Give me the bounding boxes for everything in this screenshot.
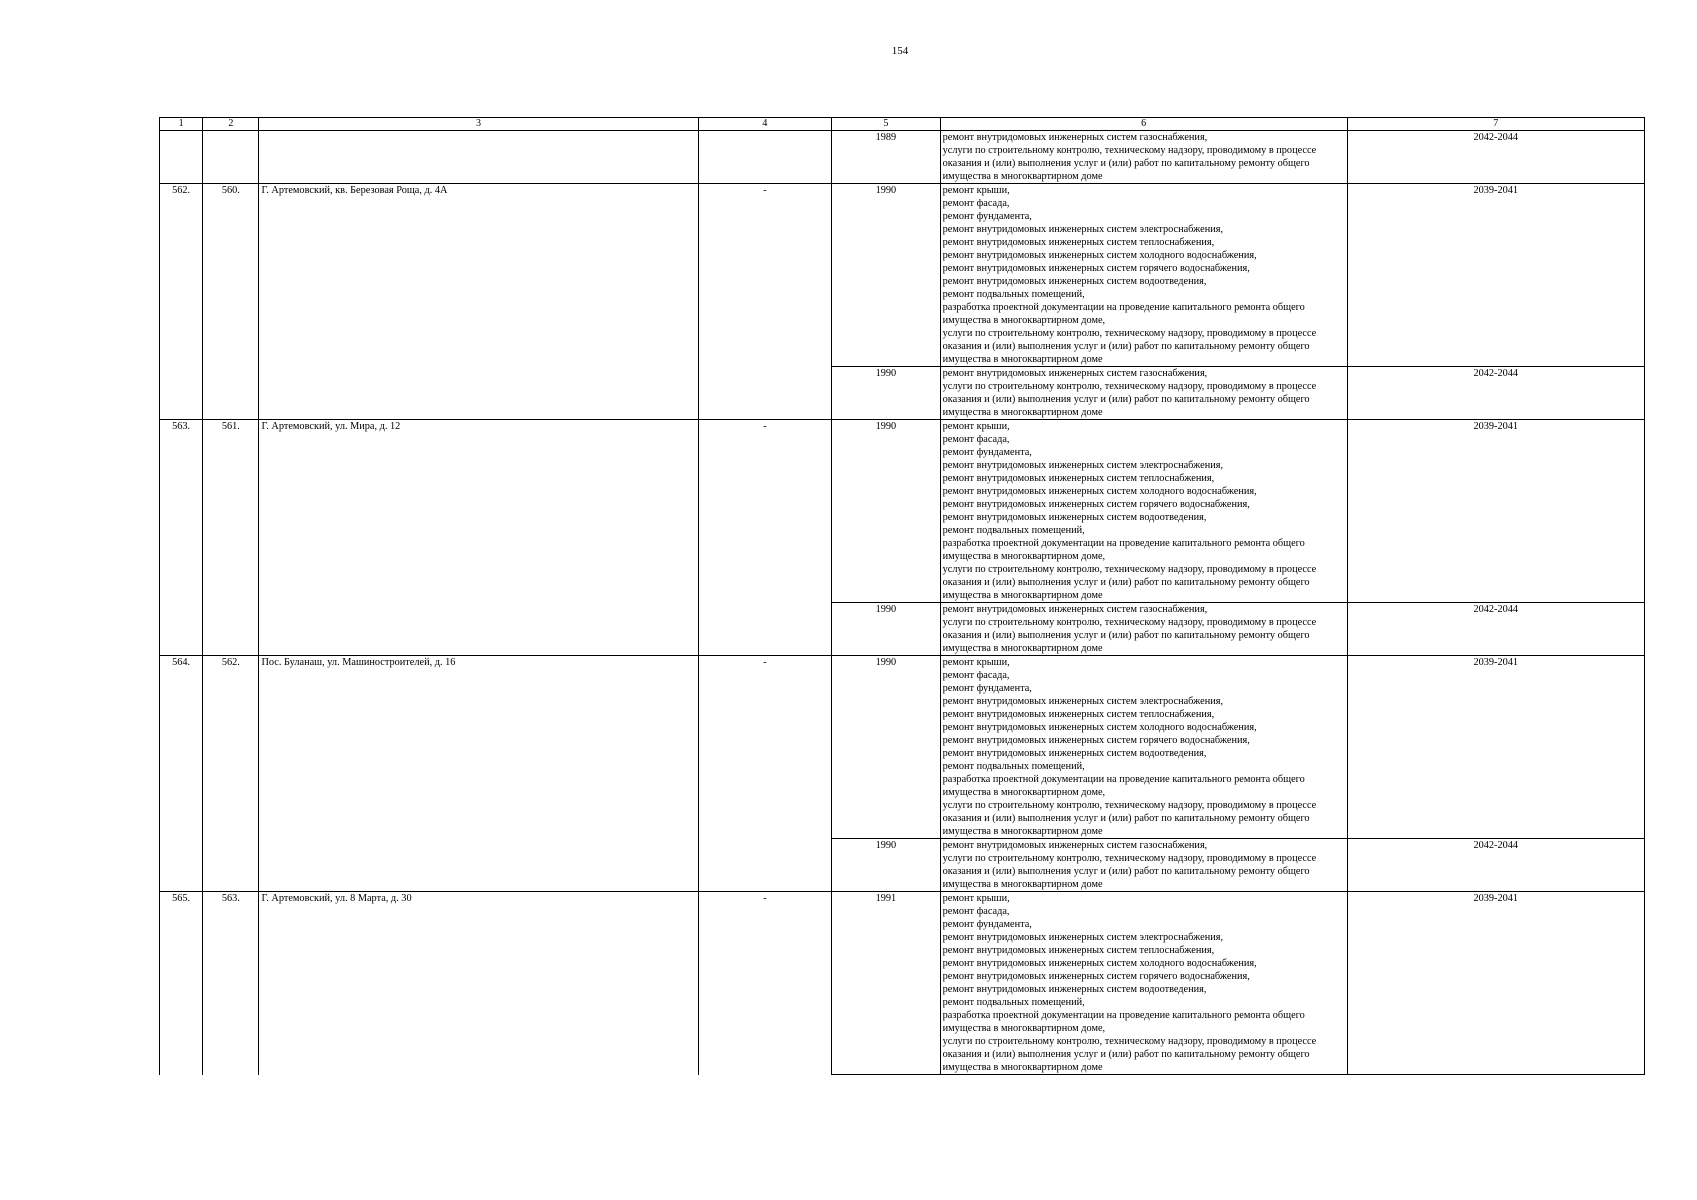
year-cell: 1990: [832, 656, 941, 839]
year-cell: 1990: [832, 420, 941, 603]
header-col-4: 4: [698, 118, 832, 131]
address-cell: [259, 367, 698, 420]
address-cell: [259, 131, 698, 184]
object-number: [203, 603, 259, 656]
period-cell: 2042-2044: [1347, 367, 1644, 420]
col4-cell: -: [698, 892, 832, 1075]
works-cell: ремонт крыши, ремонт фасада, ремонт фундамента, ремонт внутридомовых инженерных систем электроснабжения, ремонт внутридомовых инженерных систем теплоснабжения, ремонт внутридомовых инженерных систем холодного водоснабжения, ремонт внутридомовых инженерных систем горячего водоснабжения, ремонт внутридомовых инженерных систем водоотведения, ремонт подвальных помещений, разработка проектной документации на проведение капитального ремонта общего имущества в многоквартирном доме, услуги по строительному контролю, техническому надзору, проводимому в процессе оказания и (или) выполнения услуг и (или) работ по капитальному ремонту общего имущества в многоквартирном доме: [940, 420, 1347, 603]
object-number: [203, 367, 259, 420]
row-number: 564.: [160, 656, 203, 839]
period-cell: 2042-2044: [1347, 839, 1644, 892]
row-number: 565.: [160, 892, 203, 1075]
row-number: [160, 839, 203, 892]
works-cell: ремонт внутридомовых инженерных систем газоснабжения, услуги по строительному контролю, техническому надзору, проводимому в процессе оказания и (или) выполнения услуг и (или) работ по капитальному ремонту общего имущества в многоквартирном доме: [940, 131, 1347, 184]
object-number: [203, 131, 259, 184]
works-cell: ремонт крыши, ремонт фасада, ремонт фундамента, ремонт внутридомовых инженерных систем электроснабжения, ремонт внутридомовых инженерных систем теплоснабжения, ремонт внутридомовых инженерных систем холодного водоснабжения, ремонт внутридомовых инженерных систем горячего водоснабжения, ремонт внутридомовых инженерных систем водоотведения, ремонт подвальных помещений, разработка проектной документации на проведение капитального ремонта общего имущества в многоквартирном доме, услуги по строительному контролю, техническому надзору, проводимому в процессе оказания и (или) выполнения услуг и (или) работ по капитальному ремонту общего имущества в многоквартирном доме: [940, 184, 1347, 367]
period-cell: 2039-2041: [1347, 892, 1644, 1075]
works-cell: ремонт внутридомовых инженерных систем газоснабжения, услуги по строительному контролю, техническому надзору, проводимому в процессе оказания и (или) выполнения услуг и (или) работ по капитальному ремонту общего имущества в многоквартирном доме: [940, 367, 1347, 420]
address-cell: Г. Артемовский, кв. Березовая Роща, д. 4А: [259, 184, 698, 367]
period-cell: 2039-2041: [1347, 656, 1644, 839]
works-cell: ремонт крыши, ремонт фасада, ремонт фундамента, ремонт внутридомовых инженерных систем электроснабжения, ремонт внутридомовых инженерных систем теплоснабжения, ремонт внутридомовых инженерных систем холодного водоснабжения, ремонт внутридомовых инженерных систем горячего водоснабжения, ремонт внутридомовых инженерных систем водоотведения, ремонт подвальных помещений, разработка проектной документации на проведение капитального ремонта общего имущества в многоквартирном доме, услуги по строительному контролю, техническому надзору, проводимому в процессе оказания и (или) выполнения услуг и (или) работ по капитальному ремонту общего имущества в многоквартирном доме: [940, 656, 1347, 839]
address-cell: [259, 603, 698, 656]
works-cell: ремонт внутридомовых инженерных систем газоснабжения, услуги по строительному контролю, техническому надзору, проводимому в процессе оказания и (или) выполнения услуг и (или) работ по капитальному ремонту общего имущества в многоквартирном доме: [940, 839, 1347, 892]
header-col-5: 5: [832, 118, 941, 131]
works-cell: ремонт внутридомовых инженерных систем газоснабжения, услуги по строительному контролю, техническому надзору, проводимому в процессе оказания и (или) выполнения услуг и (или) работ по капитальному ремонту общего имущества в многоквартирном доме: [940, 603, 1347, 656]
header-col-3: 3: [259, 118, 698, 131]
year-cell: 1990: [832, 184, 941, 367]
col4-cell: [698, 131, 832, 184]
object-number: 560.: [203, 184, 259, 367]
table-row: [160, 131, 1645, 184]
row-number: [160, 367, 203, 420]
period-cell: 2042-2044: [1347, 603, 1644, 656]
table-row: [160, 892, 1645, 1075]
address-cell: Г. Артемовский, ул. Мира, д. 12: [259, 420, 698, 603]
object-number: [203, 839, 259, 892]
row-number: [160, 603, 203, 656]
header-col-7: 7: [1347, 118, 1644, 131]
col4-cell: -: [698, 184, 832, 367]
row-number: 563.: [160, 420, 203, 603]
page-number: 154: [891, 45, 909, 57]
table-row: [160, 420, 1645, 603]
period-cell: 2039-2041: [1347, 420, 1644, 603]
year-cell: 1990: [832, 603, 941, 656]
period-cell: 2042-2044: [1347, 131, 1644, 184]
address-cell: Пос. Буланаш, ул. Машиностроителей, д. 16: [259, 656, 698, 839]
address-cell: Г. Артемовский, ул. 8 Марта, д. 30: [259, 892, 698, 1075]
header-col-6: 6: [940, 118, 1347, 131]
table-row: [160, 603, 1645, 656]
year-cell: 1989: [832, 131, 941, 184]
col4-cell: [698, 839, 832, 892]
address-cell: [259, 839, 698, 892]
object-number: 563.: [203, 892, 259, 1075]
object-number: 561.: [203, 420, 259, 603]
year-cell: 1990: [832, 367, 941, 420]
header-col-1: 1: [160, 118, 203, 131]
row-number: 562.: [160, 184, 203, 367]
table-row: [160, 656, 1645, 839]
works-cell: ремонт крыши, ремонт фасада, ремонт фундамента, ремонт внутридомовых инженерных систем электроснабжения, ремонт внутридомовых инженерных систем теплоснабжения, ремонт внутридомовых инженерных систем холодного водоснабжения, ремонт внутридомовых инженерных систем горячего водоснабжения, ремонт внутридомовых инженерных систем водоотведения, ремонт подвальных помещений, разработка проектной документации на проведение капитального ремонта общего имущества в многоквартирном доме, услуги по строительному контролю, техническому надзору, проводимому в процессе оказания и (или) выполнения услуг и (или) работ по капитальному ремонту общего имущества в многоквартирном доме: [940, 892, 1347, 1075]
col4-cell: -: [698, 656, 832, 839]
col4-cell: -: [698, 420, 832, 603]
header-col-2: 2: [203, 118, 259, 131]
col4-cell: [698, 367, 832, 420]
year-cell: 1990: [832, 839, 941, 892]
capital-repair-table: [159, 117, 1645, 1075]
period-cell: 2039-2041: [1347, 184, 1644, 367]
row-number: [160, 131, 203, 184]
year-cell: 1991: [832, 892, 941, 1075]
table-row: [160, 839, 1645, 892]
header-row: [160, 118, 1645, 131]
table-row: [160, 184, 1645, 367]
table-row: [160, 367, 1645, 420]
object-number: 562.: [203, 656, 259, 839]
col4-cell: [698, 603, 832, 656]
